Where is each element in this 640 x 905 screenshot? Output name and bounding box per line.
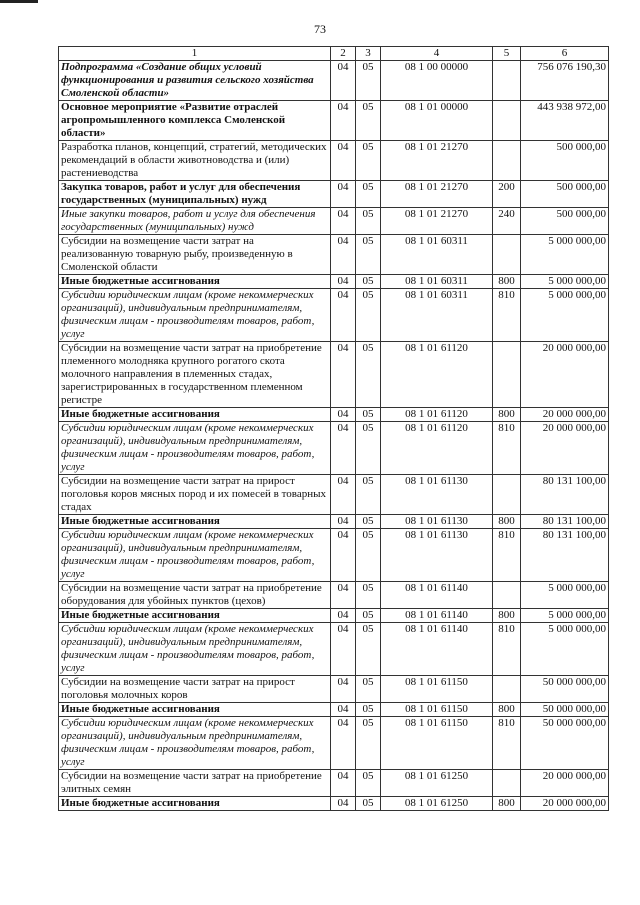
row-subsection: 05 — [356, 475, 381, 515]
page-number: 73 — [314, 22, 326, 36]
row-name: Субсидии юридическим лицам (кроме некоммерческих организаций), индивидуальным предпринимателям, физическим лицам - производителям товаров, работ, услуг — [59, 529, 331, 582]
table-row — [59, 141, 609, 181]
row-target-code: 08 1 01 61150 — [381, 703, 493, 717]
table-row — [59, 529, 609, 582]
row-name: Иные бюджетные ассигнования — [59, 609, 331, 623]
row-subsection: 05 — [356, 703, 381, 717]
row-target-code: 08 1 01 61140 — [381, 609, 493, 623]
row-amount: 20 000 000,00 — [521, 770, 609, 797]
row-target-code: 08 1 01 61250 — [381, 797, 493, 811]
row-target-code: 08 1 01 21270 — [381, 208, 493, 235]
header-col-3: 3 — [356, 47, 381, 61]
row-subsection: 05 — [356, 717, 381, 770]
row-amount: 5 000 000,00 — [521, 289, 609, 342]
row-section: 04 — [331, 101, 356, 141]
table-row — [59, 289, 609, 342]
table-row — [59, 676, 609, 703]
row-section: 04 — [331, 289, 356, 342]
row-target-code: 08 1 00 00000 — [381, 61, 493, 101]
row-section: 04 — [331, 475, 356, 515]
row-subsection: 05 — [356, 676, 381, 703]
row-expense-type — [493, 101, 521, 141]
row-amount: 5 000 000,00 — [521, 275, 609, 289]
row-name: Основное мероприятие «Развитие отраслей агропромышленного комплекса Смоленской области» — [59, 101, 331, 141]
row-subsection: 05 — [356, 342, 381, 408]
table-row — [59, 623, 609, 676]
row-section: 04 — [331, 275, 356, 289]
row-amount: 80 131 100,00 — [521, 515, 609, 529]
table-row — [59, 61, 609, 101]
row-section: 04 — [331, 408, 356, 422]
header-col-4: 4 — [381, 47, 493, 61]
table-row — [59, 515, 609, 529]
row-target-code: 08 1 01 21270 — [381, 181, 493, 208]
row-section: 04 — [331, 181, 356, 208]
row-expense-type: 810 — [493, 623, 521, 676]
row-expense-type: 810 — [493, 289, 521, 342]
row-subsection: 05 — [356, 623, 381, 676]
row-name: Субсидии на возмещение части затрат на приобретение племенного молодняка крупного рогатого скота молочного направления в племенных стадах, зарегистрированных в государственном племенном регистре — [59, 342, 331, 408]
row-subsection: 05 — [356, 208, 381, 235]
row-section: 04 — [331, 797, 356, 811]
budget-table — [58, 46, 609, 811]
row-name: Субсидии юридическим лицам (кроме некоммерческих организаций), индивидуальным предпринимателям, физическим лицам - производителям товаров, работ, услуг — [59, 289, 331, 342]
row-name: Субсидии юридическим лицам (кроме некоммерческих организаций), индивидуальным предпринимателям, физическим лицам - производителям товаров, работ, услуг — [59, 623, 331, 676]
table-row — [59, 342, 609, 408]
row-subsection: 05 — [356, 422, 381, 475]
row-name: Субсидии на возмещение части затрат на приобретение оборудования для убойных пунктов (цехов) — [59, 582, 331, 609]
row-section: 04 — [331, 342, 356, 408]
row-section: 04 — [331, 141, 356, 181]
header-col-5: 5 — [493, 47, 521, 61]
row-subsection: 05 — [356, 289, 381, 342]
row-expense-type — [493, 141, 521, 181]
table-row — [59, 181, 609, 208]
row-section: 04 — [331, 676, 356, 703]
row-amount: 50 000 000,00 — [521, 676, 609, 703]
row-target-code: 08 1 01 61130 — [381, 475, 493, 515]
row-section: 04 — [331, 422, 356, 475]
row-section: 04 — [331, 515, 356, 529]
row-subsection: 05 — [356, 181, 381, 208]
row-target-code: 08 1 01 61120 — [381, 422, 493, 475]
row-name: Субсидии на возмещение части затрат на прирост поголовья молочных коров — [59, 676, 331, 703]
table-row — [59, 408, 609, 422]
header-col-6: 6 — [521, 47, 609, 61]
row-amount: 756 076 190,30 — [521, 61, 609, 101]
header-col-1: 1 — [59, 47, 331, 61]
row-subsection: 05 — [356, 770, 381, 797]
table-row — [59, 717, 609, 770]
row-subsection: 05 — [356, 797, 381, 811]
row-section: 04 — [331, 582, 356, 609]
row-section: 04 — [331, 703, 356, 717]
row-amount: 20 000 000,00 — [521, 408, 609, 422]
row-name: Разработка планов, концепций, стратегий, методических рекомендаций в области животноводства и (или) растениеводства — [59, 141, 331, 181]
row-amount: 5 000 000,00 — [521, 623, 609, 676]
row-target-code: 08 1 01 21270 — [381, 141, 493, 181]
row-section: 04 — [331, 609, 356, 623]
table-row — [59, 235, 609, 275]
row-expense-type: 810 — [493, 422, 521, 475]
row-target-code: 08 1 01 61150 — [381, 676, 493, 703]
header-row — [59, 47, 609, 61]
row-section: 04 — [331, 717, 356, 770]
row-name: Закупка товаров, работ и услуг для обеспечения государственных (муниципальных) нужд — [59, 181, 331, 208]
row-amount: 443 938 972,00 — [521, 101, 609, 141]
row-expense-type: 800 — [493, 515, 521, 529]
row-amount: 5 000 000,00 — [521, 235, 609, 275]
row-subsection: 05 — [356, 609, 381, 623]
row-expense-type: 240 — [493, 208, 521, 235]
row-amount: 500 000,00 — [521, 141, 609, 181]
row-target-code: 08 1 01 60311 — [381, 275, 493, 289]
row-expense-type: 800 — [493, 275, 521, 289]
row-section: 04 — [331, 529, 356, 582]
row-target-code: 08 1 01 61250 — [381, 770, 493, 797]
row-subsection: 05 — [356, 582, 381, 609]
row-name: Субсидии юридическим лицам (кроме некоммерческих организаций), индивидуальным предпринимателям, физическим лицам - производителям товаров, работ, услуг — [59, 422, 331, 475]
row-name: Подпрограмма «Создание общих условий функционирования и развития сельского хозяйства Смоленской области» — [59, 61, 331, 101]
table-body — [59, 61, 609, 811]
header-col-2: 2 — [331, 47, 356, 61]
table-row — [59, 475, 609, 515]
row-expense-type — [493, 770, 521, 797]
row-target-code: 08 1 01 61130 — [381, 515, 493, 529]
row-name: Иные бюджетные ассигнования — [59, 703, 331, 717]
table-row — [59, 101, 609, 141]
row-amount: 500 000,00 — [521, 208, 609, 235]
row-name: Иные бюджетные ассигнования — [59, 408, 331, 422]
row-amount: 50 000 000,00 — [521, 703, 609, 717]
row-expense-type — [493, 475, 521, 515]
row-section: 04 — [331, 770, 356, 797]
row-subsection: 05 — [356, 101, 381, 141]
table-row — [59, 609, 609, 623]
row-target-code: 08 1 01 61150 — [381, 717, 493, 770]
table-row — [59, 208, 609, 235]
row-name: Иные бюджетные ассигнования — [59, 797, 331, 811]
row-section: 04 — [331, 208, 356, 235]
row-expense-type — [493, 582, 521, 609]
row-expense-type: 810 — [493, 529, 521, 582]
row-expense-type: 810 — [493, 717, 521, 770]
table-row — [59, 422, 609, 475]
table-row — [59, 797, 609, 811]
row-name: Субсидии на возмещение части затрат на реализованную товарную рыбу, произведенную в Смоленской области — [59, 235, 331, 275]
row-subsection: 05 — [356, 141, 381, 181]
row-subsection: 05 — [356, 408, 381, 422]
row-target-code: 08 1 01 60311 — [381, 235, 493, 275]
row-expense-type: 800 — [493, 609, 521, 623]
row-target-code: 08 1 01 00000 — [381, 101, 493, 141]
row-target-code: 08 1 01 61120 — [381, 342, 493, 408]
row-amount: 20 000 000,00 — [521, 422, 609, 475]
row-amount: 20 000 000,00 — [521, 797, 609, 811]
table-row — [59, 770, 609, 797]
row-subsection: 05 — [356, 515, 381, 529]
row-name: Иные бюджетные ассигнования — [59, 515, 331, 529]
row-expense-type — [493, 342, 521, 408]
row-subsection: 05 — [356, 61, 381, 101]
row-amount: 500 000,00 — [521, 181, 609, 208]
table-row — [59, 703, 609, 717]
row-section: 04 — [331, 235, 356, 275]
row-name: Иные бюджетные ассигнования — [59, 275, 331, 289]
row-expense-type — [493, 235, 521, 275]
row-target-code: 08 1 01 61130 — [381, 529, 493, 582]
row-name: Субсидии на возмещение части затрат на приобретение элитных семян — [59, 770, 331, 797]
row-target-code: 08 1 01 61140 — [381, 623, 493, 676]
row-name: Субсидии юридическим лицам (кроме некоммерческих организаций), индивидуальным предпринимателям, физическим лицам - производителям товаров, работ, услуг — [59, 717, 331, 770]
row-expense-type: 800 — [493, 797, 521, 811]
row-amount: 80 131 100,00 — [521, 529, 609, 582]
table-row — [59, 275, 609, 289]
row-name: Иные закупки товаров, работ и услуг для обеспечения государственных (муниципальных) нужд — [59, 208, 331, 235]
row-amount: 80 131 100,00 — [521, 475, 609, 515]
row-subsection: 05 — [356, 529, 381, 582]
row-target-code: 08 1 01 60311 — [381, 289, 493, 342]
table-row — [59, 582, 609, 609]
row-amount: 5 000 000,00 — [521, 582, 609, 609]
row-expense-type: 800 — [493, 408, 521, 422]
row-expense-type — [493, 676, 521, 703]
row-section: 04 — [331, 61, 356, 101]
row-expense-type: 200 — [493, 181, 521, 208]
row-amount: 5 000 000,00 — [521, 609, 609, 623]
row-target-code: 08 1 01 61120 — [381, 408, 493, 422]
row-amount: 50 000 000,00 — [521, 717, 609, 770]
row-target-code: 08 1 01 61140 — [381, 582, 493, 609]
row-subsection: 05 — [356, 275, 381, 289]
row-expense-type — [493, 61, 521, 101]
row-amount: 20 000 000,00 — [521, 342, 609, 408]
row-name: Субсидии на возмещение части затрат на прирост поголовья коров мясных пород и их помесей в товарных стадах — [59, 475, 331, 515]
row-subsection: 05 — [356, 235, 381, 275]
corner-mark — [0, 0, 38, 3]
row-expense-type: 800 — [493, 703, 521, 717]
row-section: 04 — [331, 623, 356, 676]
